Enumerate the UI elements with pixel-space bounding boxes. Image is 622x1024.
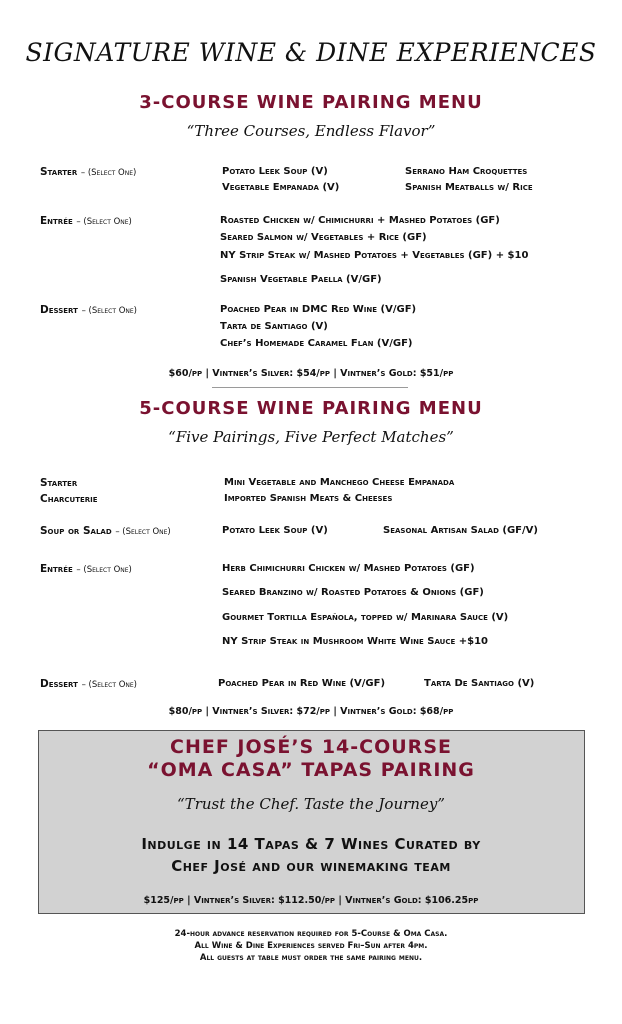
- select-note: – (Select One): [81, 306, 137, 316]
- three-dessert-label: [40, 304, 137, 316]
- five-dessert-label: [40, 678, 137, 690]
- five-course-title: 5-COURSE WINE PAIRING MENU: [139, 398, 483, 419]
- menu-item: NY Strip Steak w/ Mashed Potatoes + Vegetables (GF) + $10: [220, 250, 529, 261]
- five-soup-label: [40, 525, 171, 537]
- menu-item: NY Strip Steak in Mushroom White Wine Sauce +$10: [222, 636, 489, 647]
- three-course-title: 3-COURSE WINE PAIRING MENU: [139, 92, 483, 113]
- menu-item: Poached Pear in DMC Red Wine (V/GF): [220, 304, 417, 315]
- menu-item: Seared Salmon w/ Vegetables + Rice (GF): [220, 232, 427, 243]
- menu-item: Serrano Ham Croquettes: [405, 166, 528, 177]
- menu-item: Poached Pear in Red Wine (V/GF): [218, 678, 386, 689]
- five-charcuterie-label: Charcuterie: [40, 493, 98, 505]
- tapas-indulge-line1: Indulge in 14 Tapas & 7 Wines Curated by: [141, 835, 481, 853]
- menu-item: Herb Chimichurri Chicken w/ Mashed Potatoes (GF): [222, 563, 475, 574]
- select-note: – (Select One): [115, 527, 171, 537]
- category-name: Entrée: [40, 563, 73, 575]
- three-course-price: $60/pp | Vintner’s Silver: $54/pp | Vintner’s Gold: $51/pp: [168, 368, 454, 379]
- tapas-title-line2: “OMA CASA” TAPAS PAIRING: [147, 759, 475, 781]
- menu-item: Tarta de Santiago (V): [220, 321, 328, 332]
- menu-item: Chef’s Homemade Caramel Flan (V/GF): [220, 338, 413, 349]
- select-note: – (Select One): [81, 680, 137, 690]
- menu-item: Potato Leek Soup (V): [222, 166, 328, 177]
- section-divider: [212, 387, 408, 388]
- tapas-tagline: “Trust the Chef. Taste the Journey”: [177, 795, 445, 813]
- category-name: Dessert: [40, 304, 78, 316]
- select-note: – (Select One): [80, 168, 137, 178]
- five-course-price: $80/pp | Vintner’s Silver: $72/pp | Vintner’s Gold: $68/pp: [168, 706, 454, 717]
- menu-item: Spanish Vegetable Paella (V/GF): [220, 274, 382, 285]
- menu-item: Spanish Meatballs w/ Rice: [405, 182, 533, 193]
- page-title: SIGNATURE WINE & DINE EXPERIENCES: [25, 38, 597, 67]
- select-note: – (Select One): [76, 565, 132, 575]
- menu-item: Tarta De Santiago (V): [424, 678, 535, 689]
- tapas-title-line1: CHEF JOSÉ’S 14-COURSE: [170, 736, 452, 758]
- footnote: All guests at table must order the same pairing menu.: [199, 953, 423, 963]
- select-note: – (Select One): [76, 217, 132, 227]
- category-name: Starter: [40, 166, 78, 178]
- menu-item: Potato Leek Soup (V): [222, 525, 328, 536]
- three-starter-label: [40, 166, 136, 178]
- menu-item: Vegetable Empanada (V): [222, 182, 340, 193]
- footnote: All Wine & Dine Experiences served Fri–Sun after 4pm.: [194, 941, 428, 951]
- category-name: Soup or Salad: [40, 525, 112, 537]
- menu-item: Seasonal Artisan Salad (GF/V): [383, 525, 538, 536]
- three-entree-label: [40, 215, 132, 227]
- three-course-tagline: “Three Courses, Endless Flavor”: [186, 122, 436, 140]
- menu-item: Gourmet Tortilla Española, topped w/ Marinara Sauce (V): [222, 612, 509, 623]
- menu-item: Seared Branzino w/ Roasted Potatoes & Onions (GF): [222, 587, 484, 598]
- five-course-tagline: “Five Pairings, Five Perfect Matches”: [168, 428, 454, 446]
- menu-item: Imported Spanish Meats & Cheeses: [224, 493, 393, 504]
- footnote: 24-hour advance reservation required for 5-Course & Oma Casa.: [174, 929, 448, 939]
- five-entree-label: [40, 563, 132, 575]
- category-name: Dessert: [40, 678, 78, 690]
- tapas-price: $125/pp | Vintner’s Silver: $112.50/pp | Vintner’s Gold: $106.25pp: [143, 895, 479, 906]
- menu-item: Mini Vegetable and Manchego Cheese Empanada: [224, 477, 455, 488]
- menu-item: Roasted Chicken w/ Chimichurri + Mashed Potatoes (GF): [220, 215, 500, 226]
- five-starter-label: Starter: [40, 477, 78, 489]
- tapas-indulge-line2: Chef José and our winemaking team: [171, 857, 451, 875]
- category-name: Entrée: [40, 215, 73, 227]
